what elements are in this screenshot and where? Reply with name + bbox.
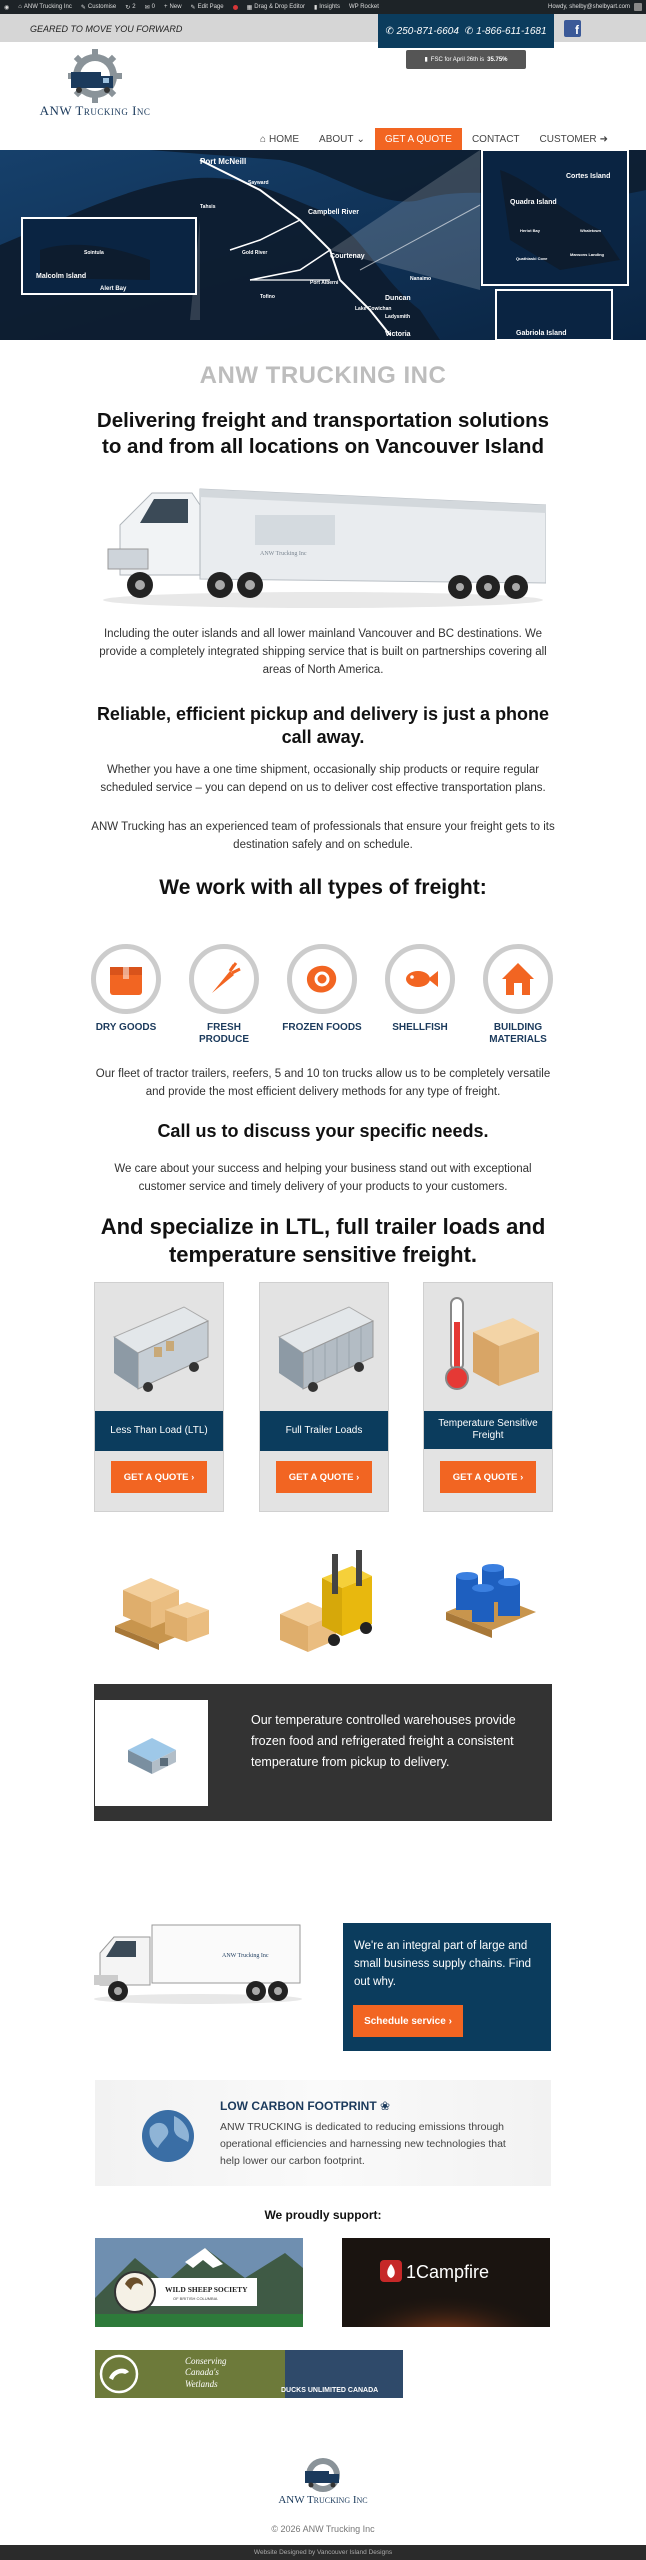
phone-icon: ✆	[464, 25, 474, 37]
semi-truck-image	[100, 475, 546, 610]
hero-map	[0, 150, 646, 340]
nav-label: CUSTOMER	[539, 133, 597, 145]
home-icon: ⌂	[260, 133, 267, 145]
supply-chain-section	[343, 1923, 551, 2051]
wild-sheep-sub: OF BRITISH COLUMBIA	[173, 2296, 218, 2301]
warehouse-text: Our temperature controlled warehouses provide frozen food and refrigerated freight a consistent temperature from pickup to delivery.	[251, 1713, 516, 1769]
carrot-icon	[189, 944, 259, 1014]
ltl-trailer-image	[95, 1283, 223, 1411]
freight-item-building-materials	[478, 944, 558, 1046]
steak-icon	[287, 944, 357, 1014]
intro-paragraph-2: Whether you have a one time shipment, occasionally ship products or require regular scheduled service – you can depend on us to deliver cost effective transportation plans.	[100, 764, 546, 794]
ducks-unlimited-logo[interactable]	[95, 2350, 403, 2398]
freight-item-fresh-produce	[184, 944, 264, 1046]
support-heading: We proudly support:	[264, 2208, 382, 2222]
admin-site-link[interactable]: ⌂ ANW Trucking Inc	[18, 4, 72, 10]
map-label: Tahsis	[200, 204, 216, 210]
admin-updates-count: 2	[132, 4, 136, 10]
nav-item-about[interactable]	[309, 128, 375, 150]
warehouse-section	[94, 1684, 552, 1821]
footer-credit-link[interactable]: Website Designed by Vancouver Island Designs	[253, 2549, 393, 2556]
map-label: Gabriola Island	[516, 330, 567, 337]
freight-item-frozen-foods	[282, 944, 362, 1034]
get-a-quote-button[interactable]	[111, 1461, 207, 1493]
map-label: Malcolm Island	[36, 273, 87, 280]
status-dot-icon	[233, 5, 238, 10]
intro-paragraph-3: ANW Trucking has an experienced team of professionals that ensure your freight gets to its destination safely and on schedule.	[91, 821, 555, 851]
admin-comments-link[interactable]: ✉ 0	[144, 4, 156, 11]
map-label: Ladysmith	[385, 314, 411, 320]
admin-dnd-link[interactable]: ▦ Drag & Drop Editor	[246, 4, 305, 11]
pallet-boxes-image	[105, 1550, 223, 1655]
admin-edit-link[interactable]: ✎ Edit Page	[190, 4, 224, 11]
admin-howdy[interactable]: Howdy, shelby@shelbyart.com	[547, 4, 630, 10]
facebook-icon[interactable]	[564, 20, 581, 37]
warehouse-image	[95, 1700, 208, 1806]
freight-label: DRY GOODS	[95, 1022, 157, 1033]
admin-rocket-label: WP Rocket	[348, 4, 379, 10]
admin-customise-label: Customise	[87, 4, 117, 10]
admin-bar	[0, 0, 646, 14]
box-icon	[91, 944, 161, 1014]
tagline: GEARED TO MOVE YOU FORWARD	[30, 24, 183, 34]
supply-chain-text: We're an integral part of large and small business supply chains. Find out why.	[354, 1940, 532, 1988]
map-label: Duncan	[385, 295, 411, 302]
button-label: GET A QUOTE	[123, 1471, 189, 1483]
fsc-label: FSC for April 26th is	[430, 56, 485, 63]
low-carbon-title	[220, 2099, 390, 2113]
full-trailer-image	[260, 1283, 388, 1411]
section-heading-reliable: Reliable, efficient pickup and delivery is just a phone call away.	[96, 704, 550, 747]
map-label: Port Alberni	[310, 280, 339, 286]
button-label: Schedule service	[364, 2015, 446, 2027]
nav-item-home[interactable]	[250, 128, 309, 150]
sign-in-icon: ➜	[599, 133, 608, 145]
admin-customise-link[interactable]: ✎ Customise	[80, 4, 117, 11]
wild-sheep-name: WILD SHEEP SOCIETY	[165, 2285, 248, 2294]
intro-paragraph-1: Including the outer islands and all lower mainland Vancouver and BC destinations. We provide a completely integrated shipping service that is built on partnerships covering all areas of North America.	[99, 628, 547, 676]
phone-1-text: 250-871-6604	[396, 25, 459, 37]
admin-insights-link[interactable]: ▮ Insights	[313, 4, 340, 11]
section-heading-call-us: Call us to discuss your specific needs.	[157, 1121, 489, 1141]
admin-new-link[interactable]: + New	[164, 4, 182, 10]
map-label: Port McNeill	[200, 157, 247, 166]
schedule-service-button[interactable]	[353, 2005, 463, 2037]
admin-comments-count: 0	[151, 4, 156, 10]
low-carbon-title-text: LOW CARBON FOOTPRINT	[220, 2099, 377, 2113]
button-label: GET A QUOTE	[452, 1471, 518, 1483]
get-a-quote-button[interactable]	[276, 1461, 372, 1493]
footer-logo-text: ANW Trucking Inc	[278, 2494, 368, 2506]
low-carbon-text: ANW TRUCKING is dedicated to reducing emissions through operational efficiencies and harnessing new technologies that help lower our carbon footprint.	[220, 2121, 506, 2167]
admin-site-label: ANW Trucking Inc	[23, 4, 72, 10]
freight-item-dry-goods	[86, 944, 166, 1034]
map-label: Alert Bay	[100, 286, 127, 292]
1campfire-logo[interactable]	[342, 2238, 550, 2327]
map-label: Cortes Island	[566, 173, 611, 180]
card-label: Full Trailer Loads	[260, 1411, 388, 1451]
facebook-glyph: f	[575, 23, 579, 37]
leaf-icon: ❀	[380, 2099, 391, 2113]
map-label: Whaletown	[580, 228, 602, 233]
card-temperature	[423, 1282, 553, 1512]
phone-icon: ✆	[385, 25, 394, 37]
nav-label: ABOUT	[319, 133, 354, 145]
ducks-line-1: Conserving	[185, 2356, 227, 2366]
gas-pump-icon: ▮	[424, 57, 428, 63]
main-headline: Delivering freight and transportation solutions to and from all locations on Vancouver Island	[96, 409, 550, 458]
thermometer-boxes-image	[424, 1283, 552, 1411]
nav-item-get-a-quote[interactable]	[375, 128, 462, 150]
footer-logo[interactable]	[293, 2455, 353, 2495]
chevron-right-icon: ›	[448, 2015, 452, 2027]
footer-credit-bar	[0, 2545, 646, 2560]
nav-item-customer[interactable]	[530, 128, 618, 150]
map-label: Heriot Bay	[520, 228, 541, 233]
logo-text: ANW Trucking Inc	[39, 103, 151, 118]
freight-label: FRESH PRODUCE	[198, 1022, 249, 1045]
nav-label: GET A QUOTE	[384, 133, 452, 145]
company-heading: ANW TRUCKING INC	[199, 362, 447, 389]
freight-item-shellfish	[380, 944, 460, 1034]
service-paragraph: We care about your success and helping your business stand out with exceptional customer service and timely delivery of your products to your customers.	[114, 1163, 532, 1193]
map-label: Nanaimo	[410, 276, 432, 282]
chevron-down-icon: ⌄	[356, 133, 365, 145]
main-nav	[250, 128, 618, 150]
admin-dnd-label: Drag & Drop Editor	[254, 4, 305, 10]
map-label: Sointula	[84, 250, 104, 256]
admin-updates-link[interactable]: ↻ 2	[125, 4, 136, 11]
phone-box	[378, 14, 554, 48]
map-label: Lake Cowichan	[355, 306, 392, 312]
nav-label: CONTACT	[471, 133, 520, 145]
map-label: Victoria	[385, 331, 411, 338]
freight-label: SHELLFISH	[392, 1022, 448, 1033]
fish-icon	[385, 944, 455, 1014]
fleet-paragraph: Our fleet of tractor trailers, reefers, 5 and 10 ton trucks allow us to be completely versatile and provide the most efficient delivery methods for any type of freight.	[95, 1068, 551, 1098]
truck-logo-text: ANW Trucking Inc	[222, 1953, 269, 1959]
map-label: Courtenay	[330, 253, 365, 260]
wild-sheep-society-logo[interactable]	[95, 2238, 303, 2327]
1campfire-name: 1Campfire	[406, 2262, 490, 2282]
card-full-trailer	[259, 1282, 389, 1512]
nav-item-contact[interactable]	[462, 128, 530, 150]
admin-rocket-link[interactable]	[349, 4, 379, 10]
map-label: Quathiaski Cove	[516, 256, 548, 261]
box-truck-image	[92, 1923, 304, 2005]
wp-logo-icon[interactable]: ◉	[4, 4, 10, 11]
map-label: Quadra Island	[510, 199, 557, 206]
admin-new-label: New	[169, 4, 182, 10]
pallet-barrels-image	[442, 1550, 542, 1645]
chevron-right-icon: ›	[356, 1471, 360, 1483]
ducks-line-2: Canada's	[185, 2367, 219, 2377]
chevron-right-icon: ›	[191, 1471, 195, 1483]
freight-label: BUILDING MATERIALS	[489, 1022, 547, 1045]
house-icon	[483, 944, 553, 1014]
map-label: Campbell River	[308, 209, 359, 216]
chevron-right-icon: ›	[520, 1471, 524, 1483]
section-heading-specialize: And specialize in LTL, full trailer loads and temperature sensitive freight.	[100, 1214, 546, 1267]
phone-link-1[interactable]	[385, 26, 458, 37]
get-a-quote-button[interactable]	[440, 1461, 536, 1493]
fsc-badge	[406, 50, 526, 69]
card-label: Temperature Sensitive Freight	[424, 1411, 552, 1449]
avatar[interactable]	[634, 3, 642, 11]
phone-2-text: 1-866-611-1681	[476, 25, 547, 37]
copyright: © 2026 ANW Trucking Inc	[271, 2524, 375, 2534]
card-ltl	[94, 1282, 224, 1512]
trailer-logo-text: ANW Trucking Inc	[260, 551, 307, 557]
admin-insights-label: Insights	[319, 4, 340, 10]
globe-icon	[140, 2108, 196, 2164]
map-label: Sayward	[248, 180, 269, 186]
phone-link-2[interactable]	[465, 26, 547, 37]
section-heading-freight-types: We work with all types of freight:	[159, 876, 487, 899]
ducks-line-3: Wetlands	[185, 2379, 218, 2389]
ducks-name: DUCKS UNLIMITED CANADA	[281, 2387, 379, 2394]
card-label: Less Than Load (LTL)	[95, 1411, 223, 1451]
map-label: Tofino	[260, 294, 275, 300]
forklift-image	[272, 1548, 382, 1656]
button-label: GET A QUOTE	[288, 1471, 354, 1483]
map-label: Mansons Landing	[570, 252, 604, 257]
admin-edit-label: Edit Page	[197, 4, 224, 10]
fsc-value: 35.75%	[487, 56, 508, 63]
freight-label: FROZEN FOODS	[282, 1022, 362, 1033]
map-label: Gold River	[242, 250, 268, 256]
nav-label: HOME	[269, 133, 300, 145]
